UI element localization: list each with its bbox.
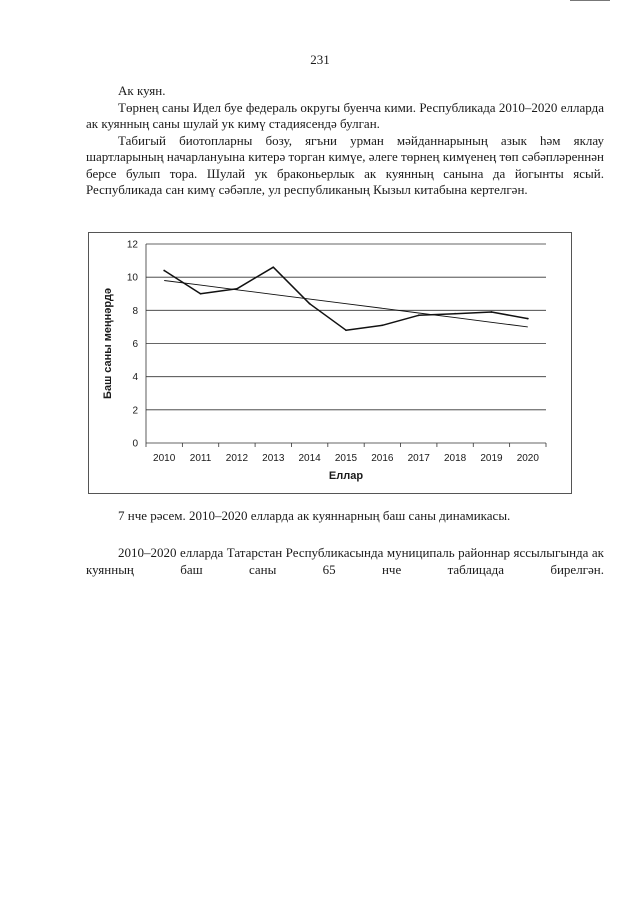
paragraph-population: Төрнең саны Идел буе федераль округы буенча кими. Республикада 2010–2020 елларда ак куянның саны шулай ук кимү стадиясендә булган. [86,99,604,131]
x-tick-label: 2018 [443,453,467,464]
y-tick-label: 8 [132,305,138,317]
data-point [272,266,274,268]
y-tick-label: 4 [132,372,138,384]
x-tick-label: 2012 [225,453,249,464]
data-point [200,293,202,295]
data-point [527,318,529,320]
x-tick-label: 2015 [334,453,358,464]
trend-line [164,281,528,327]
x-tick-label: 2011 [189,453,212,464]
corner-rule [570,0,610,1]
x-tick-label: 2016 [371,453,394,464]
paragraph-causes: Табигый биотопларны бозу, ягъни урман мәйданнарының азык һәм яклау шартларының начарлануына китерә торган кимүе, әлеге төрнең кимүенең төп сәбәпләреннән берсе булып тора. Шулай ук браконьерлык ак куянның санына да йогынты ясый. Республикада сан кимү сәбәпле, ул республиканың Кызыл китабына кертелгән. [86,132,604,197]
body-text [86,83,604,199]
x-tick-label: 2010 [153,453,176,464]
figure-chart [88,232,572,494]
data-point [491,311,493,313]
y-tick-label: 0 [132,438,138,450]
figure-caption: 7 нче рәсем. 2010–2020 елларда ак куяннарның баш саны динамикасы. [118,508,511,523]
paragraph-table-reference: 2010–2020 елларда Татарстан Республикасында муниципаль районнар яссылыгында ак куянның баш саны 65 нче таблицада бирелгән. [86,545,604,577]
data-point [418,314,420,316]
data-point [163,270,165,272]
x-axis-title: Еллар [328,470,364,482]
x-tick-label: 2020 [516,453,539,464]
x-tick-label: 2014 [298,453,321,464]
x-tick-label: 2013 [262,453,285,464]
y-tick-label: 12 [126,239,138,251]
x-tick-label: 2017 [407,453,430,464]
series-line [164,267,528,330]
section-heading: Ак куян. [118,83,166,98]
data-point [454,313,456,315]
data-point [381,324,383,326]
page-number: 231 [310,52,330,67]
y-tick-label: 10 [126,272,138,284]
x-tick-label: 2019 [480,453,503,464]
closing-text [86,545,604,578]
data-point [345,329,347,331]
y-tick-label: 6 [132,339,138,350]
y-tick-label: 2 [132,405,138,417]
data-point [309,303,311,305]
y-axis-title: Баш саны меңнәрдә [102,288,114,399]
line-chart [89,233,571,493]
